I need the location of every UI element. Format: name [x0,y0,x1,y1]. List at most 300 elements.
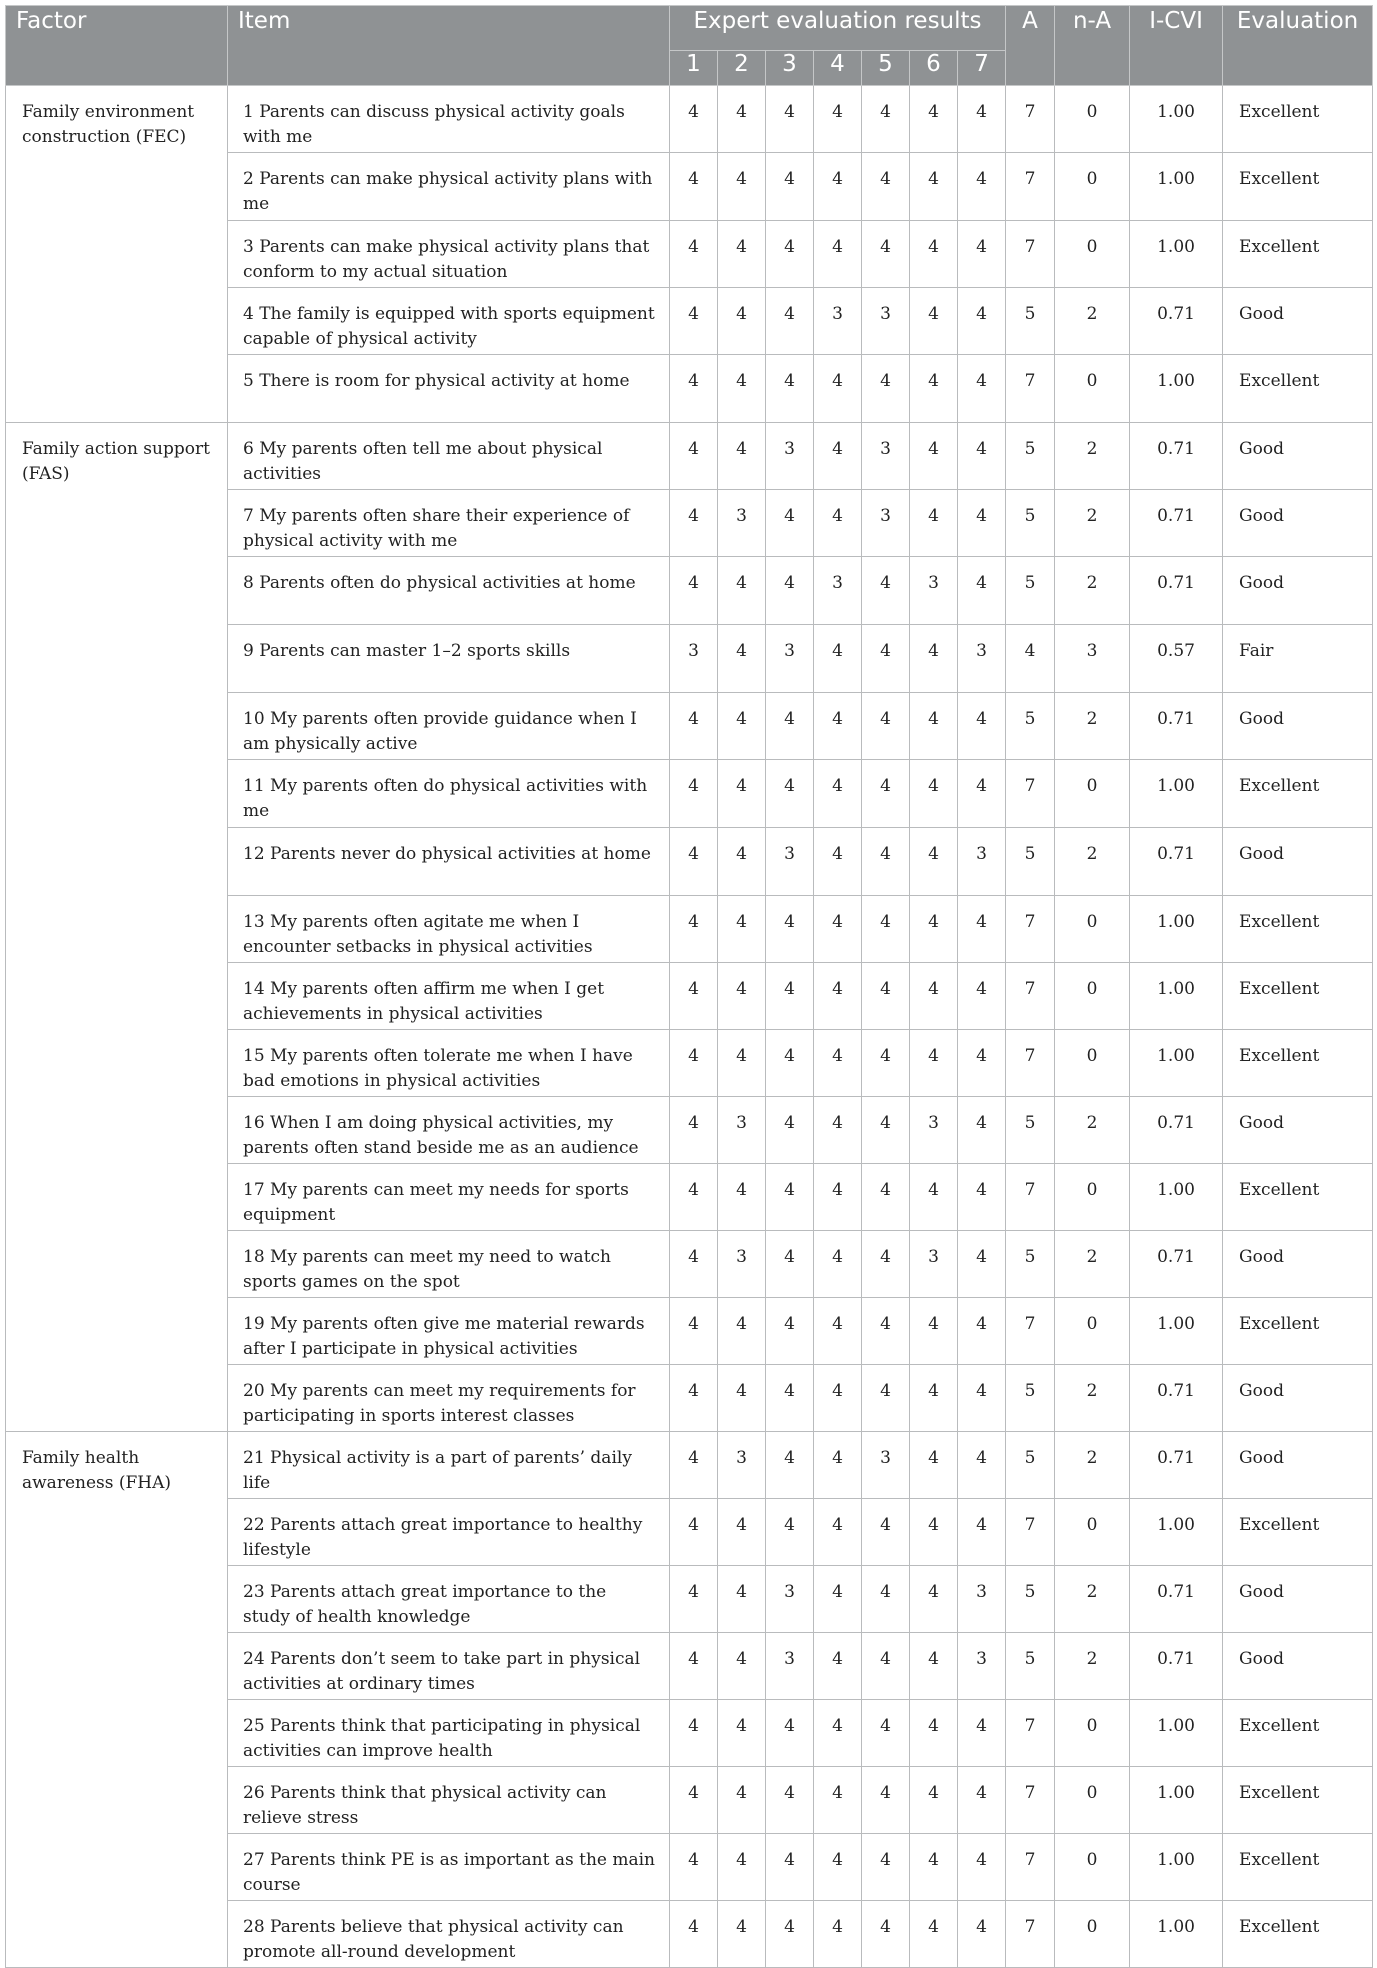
a-cell: 7 [1006,355,1055,423]
expert-score-cell: 3 [958,828,1006,896]
header-factor: Factor [6,6,228,86]
a-cell: 5 [1006,423,1055,490]
item-cell: 27 Parents think PE is as important as the main course [228,1834,670,1901]
n-a-cell: 2 [1055,1097,1130,1164]
a-cell: 5 [1006,490,1055,557]
item-cell: 3 Parents can make physical activity plans that conform to my actual situation [228,221,670,288]
expert-score-cell: 3 [766,625,814,693]
n-a-cell: 2 [1055,828,1130,896]
a-cell: 5 [1006,1097,1055,1164]
expert-score-cell: 4 [958,1097,1006,1164]
expert-score-cell: 4 [766,1499,814,1566]
expert-score-cell: 4 [862,963,910,1030]
expert-score-cell: 4 [766,1834,814,1901]
expert-score-cell: 4 [718,1499,766,1566]
a-cell: 5 [1006,1365,1055,1432]
expert-score-cell: 4 [718,1767,766,1834]
expert-score-cell: 4 [814,1164,862,1231]
expert-score-cell: 4 [814,1365,862,1432]
header-item: Item [228,6,670,86]
a-cell: 7 [1006,1164,1055,1231]
n-a-cell: 0 [1055,1901,1130,1968]
expert-score-cell: 4 [766,355,814,423]
expert-score-cell: 4 [814,1834,862,1901]
expert-score-cell: 4 [670,1499,718,1566]
expert-score-cell: 3 [910,1231,958,1298]
expert-score-cell: 4 [862,1834,910,1901]
expert-score-cell: 4 [814,355,862,423]
expert-score-cell: 4 [718,221,766,288]
expert-score-cell: 3 [718,1231,766,1298]
item-cell: 2 Parents can make physical activity plans with me [228,153,670,221]
n-a-cell: 0 [1055,221,1130,288]
i-cvi-cell: 1.00 [1130,1030,1223,1097]
expert-score-cell: 4 [958,963,1006,1030]
evaluation-cell: Excellent [1223,1700,1373,1767]
i-cvi-cell: 1.00 [1130,1164,1223,1231]
evaluation-cell: Excellent [1223,153,1373,221]
header-expert-3: 3 [766,51,814,86]
expert-score-cell: 3 [766,423,814,490]
header-expert-7: 7 [958,51,1006,86]
expert-score-cell: 4 [766,221,814,288]
expert-score-cell: 4 [814,1700,862,1767]
n-a-cell: 2 [1055,1566,1130,1633]
n-a-cell: 0 [1055,1499,1130,1566]
expert-score-cell: 4 [670,86,718,153]
header-expert-6: 6 [910,51,958,86]
evaluation-cell: Excellent [1223,1499,1373,1566]
expert-score-cell: 4 [958,355,1006,423]
expert-score-cell: 4 [766,1298,814,1365]
expert-score-cell: 4 [910,828,958,896]
expert-score-cell: 4 [718,1566,766,1633]
expert-score-cell: 4 [862,625,910,693]
table-row [6,423,1373,490]
i-cvi-cell: 0.71 [1130,490,1223,557]
header-expert-5: 5 [862,51,910,86]
expert-score-cell: 4 [718,760,766,828]
expert-score-cell: 4 [670,828,718,896]
expert-score-cell: 4 [718,288,766,355]
expert-score-cell: 4 [814,1767,862,1834]
expert-score-cell: 4 [670,896,718,963]
expert-evaluation-table [5,5,1373,1968]
n-a-cell: 0 [1055,86,1130,153]
expert-score-cell: 4 [958,1834,1006,1901]
expert-score-cell: 4 [670,1633,718,1700]
expert-score-cell: 4 [958,896,1006,963]
expert-score-cell: 4 [814,963,862,1030]
evaluation-cell: Good [1223,1432,1373,1499]
expert-score-cell: 4 [814,828,862,896]
evaluation-cell: Good [1223,1633,1373,1700]
expert-score-cell: 4 [718,1700,766,1767]
expert-score-cell: 4 [814,1432,862,1499]
i-cvi-cell: 0.71 [1130,693,1223,760]
expert-score-cell: 4 [766,1365,814,1432]
expert-score-cell: 4 [670,1298,718,1365]
table-body [6,86,1373,1968]
expert-score-cell: 4 [766,86,814,153]
expert-score-cell: 4 [910,355,958,423]
i-cvi-cell: 1.00 [1130,1834,1223,1901]
header-i-cvi: I-CVI [1130,6,1223,86]
expert-score-cell: 4 [814,760,862,828]
expert-score-cell: 4 [910,693,958,760]
expert-score-cell: 4 [814,153,862,221]
expert-score-cell: 4 [862,896,910,963]
expert-score-cell: 4 [910,221,958,288]
expert-score-cell: 4 [814,1298,862,1365]
a-cell: 5 [1006,1566,1055,1633]
a-cell: 7 [1006,760,1055,828]
expert-score-cell: 4 [814,1499,862,1566]
expert-score-cell: 4 [718,153,766,221]
expert-score-cell: 4 [862,1767,910,1834]
evaluation-cell: Excellent [1223,355,1373,423]
expert-score-cell: 4 [670,963,718,1030]
item-cell: 6 My parents often tell me about physical activities [228,423,670,490]
expert-score-cell: 4 [814,221,862,288]
expert-score-cell: 4 [862,1231,910,1298]
expert-score-cell: 4 [862,86,910,153]
expert-score-cell: 4 [670,1097,718,1164]
expert-score-cell: 4 [670,1030,718,1097]
evaluation-cell: Good [1223,557,1373,625]
table-header [6,6,1373,86]
n-a-cell: 0 [1055,1298,1130,1365]
a-cell: 7 [1006,896,1055,963]
n-a-cell: 2 [1055,1231,1130,1298]
item-cell: 24 Parents don’t seem to take part in physical activities at ordinary times [228,1633,670,1700]
item-cell: 20 My parents can meet my requirements for participating in sports interest classes [228,1365,670,1432]
item-cell: 13 My parents often agitate me when I encounter setbacks in physical activities [228,896,670,963]
expert-score-cell: 4 [718,1365,766,1432]
i-cvi-cell: 1.00 [1130,355,1223,423]
expert-score-cell: 4 [958,1432,1006,1499]
item-cell: 23 Parents attach great importance to the study of health knowledge [228,1566,670,1633]
expert-score-cell: 4 [958,153,1006,221]
expert-score-cell: 4 [958,1164,1006,1231]
item-cell: 15 My parents often tolerate me when I have bad emotions in physical activities [228,1030,670,1097]
expert-score-cell: 4 [910,896,958,963]
i-cvi-cell: 0.71 [1130,1231,1223,1298]
expert-score-cell: 4 [718,557,766,625]
a-cell: 5 [1006,1633,1055,1700]
a-cell: 5 [1006,288,1055,355]
expert-score-cell: 4 [718,828,766,896]
expert-score-cell: 4 [958,1700,1006,1767]
expert-score-cell: 4 [862,1633,910,1700]
evaluation-cell: Good [1223,288,1373,355]
header-expert-1: 1 [670,51,718,86]
a-cell: 7 [1006,1499,1055,1566]
n-a-cell: 0 [1055,963,1130,1030]
expert-score-cell: 4 [862,693,910,760]
evaluation-cell: Good [1223,1365,1373,1432]
expert-score-cell: 4 [814,1097,862,1164]
expert-score-cell: 3 [718,1432,766,1499]
expert-score-cell: 3 [910,557,958,625]
evaluation-cell: Excellent [1223,1901,1373,1968]
expert-score-cell: 4 [958,693,1006,760]
expert-score-cell: 4 [766,963,814,1030]
expert-score-cell: 3 [766,1566,814,1633]
expert-score-cell: 4 [670,1566,718,1633]
header-a: A [1006,6,1055,86]
evaluation-cell: Excellent [1223,896,1373,963]
n-a-cell: 0 [1055,896,1130,963]
expert-score-cell: 4 [670,221,718,288]
expert-score-cell: 4 [910,760,958,828]
a-cell: 5 [1006,1231,1055,1298]
i-cvi-cell: 1.00 [1130,963,1223,1030]
expert-score-cell: 4 [910,625,958,693]
expert-score-cell: 4 [670,1432,718,1499]
i-cvi-cell: 1.00 [1130,86,1223,153]
expert-score-cell: 4 [958,760,1006,828]
expert-score-cell: 3 [718,490,766,557]
i-cvi-cell: 0.71 [1130,423,1223,490]
expert-score-cell: 4 [862,221,910,288]
i-cvi-cell: 0.71 [1130,557,1223,625]
table-row [6,1432,1373,1499]
expert-score-cell: 3 [814,557,862,625]
item-cell: 18 My parents can meet my need to watch sports games on the spot [228,1231,670,1298]
i-cvi-cell: 1.00 [1130,1901,1223,1968]
n-a-cell: 0 [1055,355,1130,423]
expert-score-cell: 4 [862,828,910,896]
expert-score-cell: 4 [718,1633,766,1700]
n-a-cell: 0 [1055,1767,1130,1834]
evaluation-cell: Good [1223,828,1373,896]
expert-score-cell: 4 [718,1901,766,1968]
expert-score-cell: 4 [670,490,718,557]
evaluation-cell: Excellent [1223,1030,1373,1097]
expert-score-cell: 4 [862,355,910,423]
item-cell: 25 Parents think that participating in physical activities can improve health [228,1700,670,1767]
expert-score-cell: 4 [766,896,814,963]
n-a-cell: 0 [1055,760,1130,828]
item-cell: 10 My parents often provide guidance when I am physically active [228,693,670,760]
a-cell: 7 [1006,1298,1055,1365]
evaluation-cell: Good [1223,490,1373,557]
expert-score-cell: 4 [958,490,1006,557]
expert-score-cell: 4 [910,1767,958,1834]
expert-score-cell: 4 [958,1030,1006,1097]
expert-score-cell: 4 [910,1633,958,1700]
expert-score-cell: 4 [718,625,766,693]
expert-score-cell: 4 [766,1097,814,1164]
i-cvi-cell: 1.00 [1130,1767,1223,1834]
a-cell: 7 [1006,1700,1055,1767]
header-expert-4: 4 [814,51,862,86]
evaluation-cell: Excellent [1223,1834,1373,1901]
expert-score-cell: 4 [814,693,862,760]
item-cell: 21 Physical activity is a part of parents’ daily life [228,1432,670,1499]
evaluation-cell: Fair [1223,625,1373,693]
expert-score-cell: 4 [862,153,910,221]
n-a-cell: 0 [1055,1164,1130,1231]
a-cell: 7 [1006,963,1055,1030]
expert-score-cell: 4 [670,693,718,760]
a-cell: 7 [1006,153,1055,221]
expert-score-cell: 4 [718,86,766,153]
evaluation-cell: Excellent [1223,1164,1373,1231]
item-cell: 26 Parents think that physical activity can relieve stress [228,1767,670,1834]
expert-score-cell: 4 [958,1767,1006,1834]
expert-score-cell: 4 [862,1365,910,1432]
expert-score-cell: 4 [862,1566,910,1633]
expert-score-cell: 4 [766,1767,814,1834]
item-cell: 28 Parents believe that physical activity can promote all-round development [228,1901,670,1968]
expert-score-cell: 4 [910,1432,958,1499]
n-a-cell: 2 [1055,693,1130,760]
item-cell: 5 There is room for physical activity at home [228,355,670,423]
item-cell: 17 My parents can meet my needs for sports equipment [228,1164,670,1231]
expert-score-cell: 4 [958,1298,1006,1365]
expert-score-cell: 4 [670,288,718,355]
i-cvi-cell: 0.71 [1130,1633,1223,1700]
a-cell: 7 [1006,221,1055,288]
n-a-cell: 3 [1055,625,1130,693]
expert-score-cell: 4 [814,423,862,490]
expert-score-cell: 4 [862,1298,910,1365]
expert-score-cell: 4 [766,1901,814,1968]
item-cell: 12 Parents never do physical activities at home [228,828,670,896]
a-cell: 7 [1006,86,1055,153]
expert-score-cell: 4 [814,490,862,557]
i-cvi-cell: 1.00 [1130,760,1223,828]
expert-score-cell: 4 [814,1566,862,1633]
expert-score-cell: 4 [766,288,814,355]
expert-score-cell: 4 [910,1566,958,1633]
expert-score-cell: 3 [814,288,862,355]
expert-score-cell: 4 [766,1164,814,1231]
header-expert-results: Expert evaluation results [670,6,1006,51]
expert-score-cell: 4 [670,1767,718,1834]
item-cell: 19 My parents often give me material rewards after I participate in physical activities [228,1298,670,1365]
i-cvi-cell: 0.71 [1130,1365,1223,1432]
expert-score-cell: 4 [670,153,718,221]
expert-score-cell: 4 [862,1030,910,1097]
expert-score-cell: 4 [718,1030,766,1097]
expert-score-cell: 4 [910,423,958,490]
expert-score-cell: 4 [718,1298,766,1365]
i-cvi-cell: 1.00 [1130,221,1223,288]
expert-score-cell: 4 [814,896,862,963]
expert-score-cell: 4 [766,693,814,760]
n-a-cell: 0 [1055,1030,1130,1097]
evaluation-cell: Good [1223,1097,1373,1164]
expert-score-cell: 4 [862,1097,910,1164]
evaluation-cell: Excellent [1223,760,1373,828]
expert-score-cell: 4 [910,1499,958,1566]
expert-score-cell: 4 [958,1365,1006,1432]
n-a-cell: 2 [1055,1432,1130,1499]
expert-score-cell: 4 [958,1499,1006,1566]
expert-score-cell: 4 [766,1700,814,1767]
expert-score-cell: 4 [718,896,766,963]
expert-score-cell: 4 [910,1365,958,1432]
expert-score-cell: 4 [718,355,766,423]
a-cell: 5 [1006,1432,1055,1499]
expert-score-cell: 3 [718,1097,766,1164]
i-cvi-cell: 0.71 [1130,828,1223,896]
expert-score-cell: 4 [814,1231,862,1298]
expert-score-cell: 3 [766,828,814,896]
expert-score-cell: 4 [910,1700,958,1767]
expert-score-cell: 4 [718,423,766,490]
expert-score-cell: 4 [670,1164,718,1231]
i-cvi-cell: 0.71 [1130,288,1223,355]
factor-cell: Family health awareness (FHA) [6,1432,228,1968]
expert-score-cell: 4 [814,625,862,693]
item-cell: 1 Parents can discuss physical activity goals with me [228,86,670,153]
evaluation-cell: Excellent [1223,1767,1373,1834]
expert-score-cell: 3 [766,1633,814,1700]
expert-score-cell: 4 [958,221,1006,288]
expert-score-cell: 4 [766,490,814,557]
expert-score-cell: 4 [814,1030,862,1097]
expert-score-cell: 4 [958,557,1006,625]
expert-score-cell: 4 [910,1030,958,1097]
i-cvi-cell: 0.71 [1130,1097,1223,1164]
expert-score-cell: 4 [766,153,814,221]
expert-score-cell: 4 [910,1164,958,1231]
expert-score-cell: 4 [670,1700,718,1767]
expert-score-cell: 3 [958,625,1006,693]
a-cell: 4 [1006,625,1055,693]
expert-score-cell: 4 [718,1164,766,1231]
header-evaluation: Evaluation [1223,6,1373,86]
i-cvi-cell: 0.71 [1130,1432,1223,1499]
factor-cell: Family action support (FAS) [6,423,228,1432]
expert-score-cell: 4 [766,760,814,828]
i-cvi-cell: 1.00 [1130,153,1223,221]
n-a-cell: 0 [1055,1834,1130,1901]
item-cell: 4 The family is equipped with sports equipment capable of physical activity [228,288,670,355]
n-a-cell: 0 [1055,153,1130,221]
expert-score-cell: 4 [910,1901,958,1968]
a-cell: 7 [1006,1901,1055,1968]
expert-score-cell: 4 [718,693,766,760]
a-cell: 7 [1006,1767,1055,1834]
n-a-cell: 2 [1055,1365,1130,1432]
expert-score-cell: 3 [862,490,910,557]
expert-score-cell: 4 [910,1298,958,1365]
a-cell: 5 [1006,557,1055,625]
expert-score-cell: 4 [670,1834,718,1901]
expert-score-cell: 4 [670,423,718,490]
expert-score-cell: 4 [670,1901,718,1968]
expert-score-cell: 4 [958,1901,1006,1968]
evaluation-cell: Good [1223,423,1373,490]
expert-score-cell: 4 [910,86,958,153]
expert-score-cell: 4 [958,1231,1006,1298]
header-n-a: n-A [1055,6,1130,86]
expert-score-cell: 4 [958,288,1006,355]
item-cell: 9 Parents can master 1–2 sports skills [228,625,670,693]
expert-score-cell: 3 [958,1633,1006,1700]
expert-score-cell: 4 [766,557,814,625]
a-cell: 5 [1006,828,1055,896]
expert-score-cell: 4 [670,760,718,828]
i-cvi-cell: 1.00 [1130,1700,1223,1767]
expert-score-cell: 4 [862,1901,910,1968]
n-a-cell: 0 [1055,1700,1130,1767]
